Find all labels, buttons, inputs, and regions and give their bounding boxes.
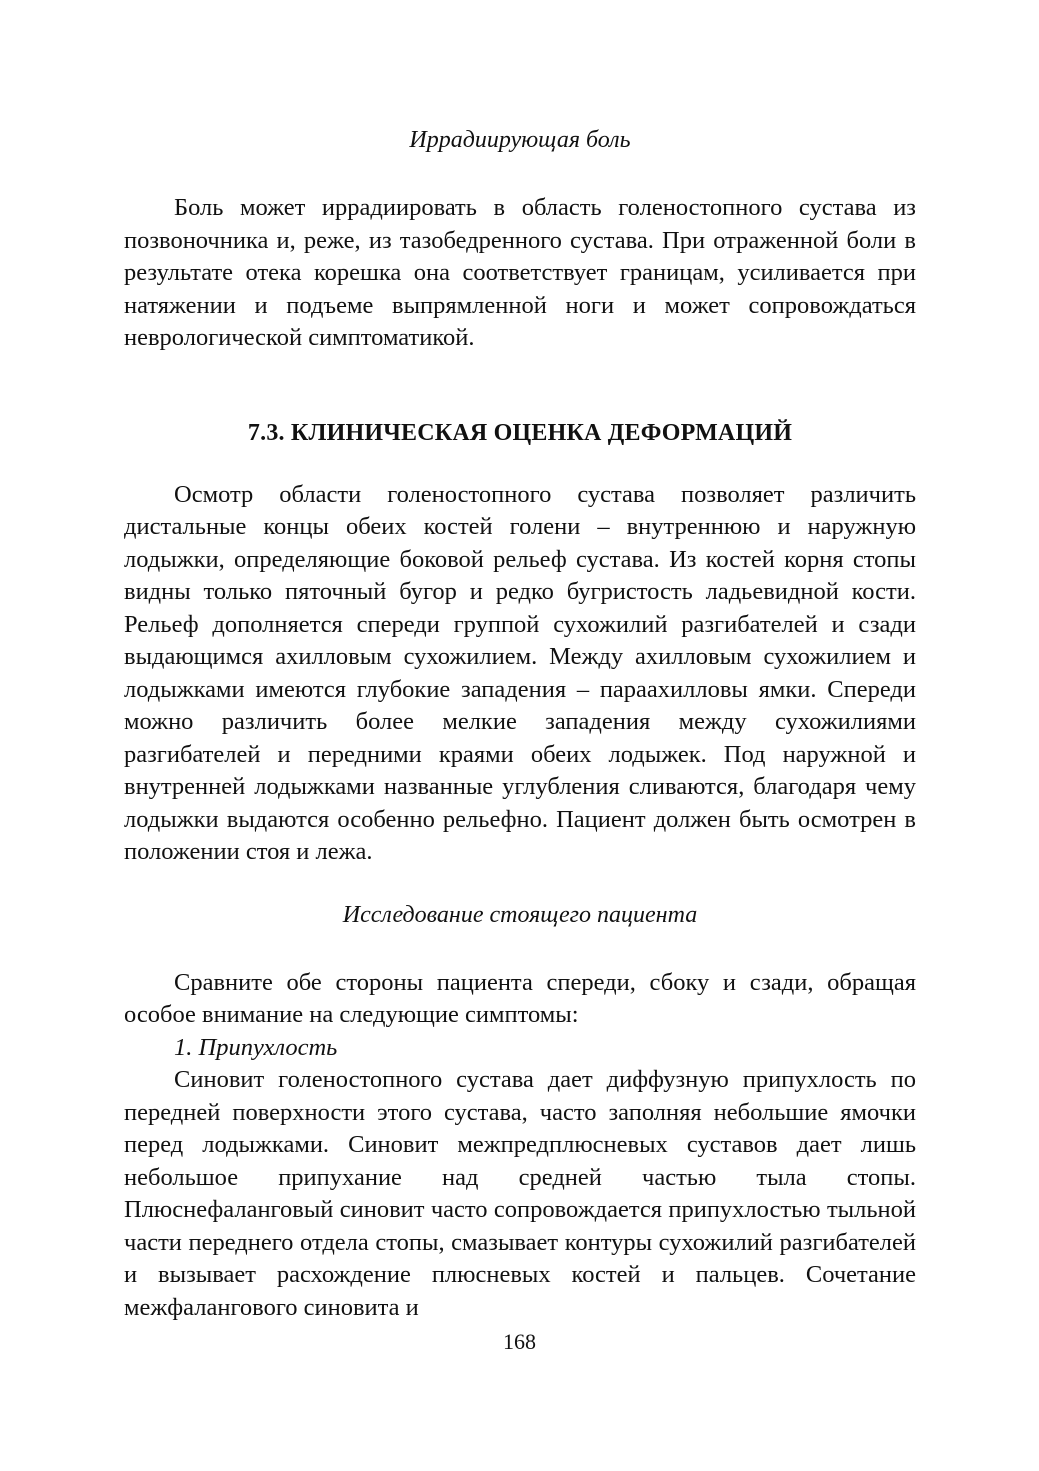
paragraph-swelling: Синовит голеностопного сустава дает диффузную припухлость по передней поверхности этого сустава, часто заполняя небольшие ямочки перед лодыжками. Синовит межпредплюсневых суставов дает лишь небольшое припухание над средней частью тыла стопы. Плюснефаланговый синовит часто сопровождается припухлостью тыльной части переднего отдела стопы, смазывает контуры сухожилий разгибателей и вызывает расхождение плюсневых костей и пальцев. Сочетание межфалангового синовита и (124, 1066, 916, 1321)
page-body (124, 118, 916, 1358)
page-number: 168 (503, 1329, 536, 1354)
item-title-swelling: 1. Припухлость (174, 1033, 338, 1061)
paragraph-inspection: Осмотр области голеностопного сустава позволяет различить дистальные концы обеих костей голени – внутреннюю и наружную лодыжки, определяющие боковой рельеф сустава. Из костей корня стопы видны только пяточный бугор и редко бугристость ладьевидной кости. Рельеф дополняется спереди группой сухожилий разгибателей и сзади выдающимся ахилловым сухожилием. Между ахилловым сухожилием и лодыжками имеются глубокие западения – параахилловы ямки. Спереди можно различить более мелкие западения между сухожилиями разгибателей и передними краями обеих лодыжек. Под наружной и внутренней лодыжками названные углубления сливаются, благодаря чему лодыжки выдаются особенно рельефно. Пациент должен быть осмотрен в положении стоя и лежа. (124, 480, 916, 865)
section-title: 7.3. КЛИНИЧЕСКАЯ ОЦЕНКА ДЕФОРМАЦИЙ (247, 419, 793, 446)
subheading-standing-patient: Исследование стоящего пациента (342, 901, 698, 928)
paragraph-radiating-pain: Боль может иррадиировать в область голеностопного сустава из позвоночника и, реже, из тазобедренного сустава. При отраженной боли в результате отека корешка она соответствует границам, усиливается при натяжении и подъеме выпрямленной ноги и может сопровождаться неврологической симптоматикой. (124, 194, 916, 351)
subheading-radiating-pain: Иррадиирующая боль (409, 127, 631, 153)
paragraph-compare-sides: Сравните обе стороны пациента спереди, сбоку и сзади, обращая особое внимание на следующие симптомы: (124, 968, 916, 1028)
